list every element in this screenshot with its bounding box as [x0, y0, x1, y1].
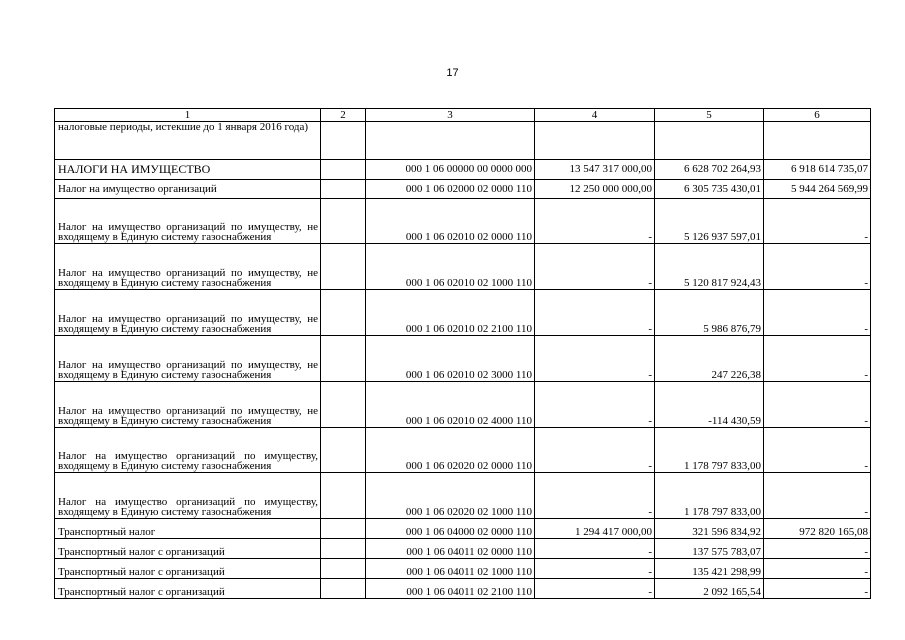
row-prev: - — [764, 199, 871, 244]
row-name: налоговые периоды, истекшие до 1 января 2016 года) — [55, 122, 321, 160]
row-plan: 12 250 000 000,00 — [535, 180, 655, 199]
row-code: 000 1 06 02010 02 1000 110 — [366, 244, 535, 290]
row-fact: 1 178 797 833,00 — [655, 473, 764, 519]
row-fact: 2 092 165,54 — [655, 579, 764, 599]
row-plan: - — [535, 336, 655, 382]
row-code: 000 1 06 02010 02 2100 110 — [366, 290, 535, 336]
row-name: Налог на имущество организаций по имуществу, входящему в Единую систему газоснабжения — [55, 428, 321, 473]
row-col-2 — [321, 180, 366, 199]
row-col-2 — [321, 473, 366, 519]
row-plan — [535, 122, 655, 160]
table-row — [55, 122, 871, 160]
row-col-2 — [321, 428, 366, 473]
table-row — [55, 519, 871, 539]
table-row — [55, 473, 871, 519]
table-row — [55, 244, 871, 290]
row-code: 000 1 06 04011 02 0000 110 — [366, 539, 535, 559]
row-plan: - — [535, 290, 655, 336]
row-code: 000 1 06 04011 02 1000 110 — [366, 559, 535, 579]
row-name: Налог на имущество организаций — [55, 180, 321, 199]
row-plan: - — [535, 244, 655, 290]
row-fact: 321 596 834,92 — [655, 519, 764, 539]
row-fact: 5 126 937 597,01 — [655, 199, 764, 244]
row-prev: - — [764, 244, 871, 290]
row-name: Налог на имущество организаций по имуществу, не входящему в Единую систему газоснабжения — [55, 382, 321, 428]
row-fact: 6 628 702 264,93 — [655, 160, 764, 180]
row-name: Транспортный налог с организаций — [55, 539, 321, 559]
row-fact: 1 178 797 833,00 — [655, 428, 764, 473]
row-plan: - — [535, 199, 655, 244]
row-col-2 — [321, 336, 366, 382]
row-prev — [764, 122, 871, 160]
row-prev: 5 944 264 569,99 — [764, 180, 871, 199]
row-fact: 135 421 298,99 — [655, 559, 764, 579]
page-number: 17 — [446, 67, 459, 79]
row-prev: - — [764, 559, 871, 579]
row-prev: - — [764, 428, 871, 473]
row-prev: - — [764, 336, 871, 382]
row-code: 000 1 06 00000 00 0000 000 — [366, 160, 535, 180]
row-col-2 — [321, 559, 366, 579]
header-col-1: 1 — [55, 109, 321, 122]
row-plan: - — [535, 428, 655, 473]
table-row — [55, 428, 871, 473]
row-code: 000 1 06 02010 02 4000 110 — [366, 382, 535, 428]
row-code: 000 1 06 02010 02 3000 110 — [366, 336, 535, 382]
header-col-2: 2 — [321, 109, 366, 122]
table-row — [55, 382, 871, 428]
row-fact: 5 120 817 924,43 — [655, 244, 764, 290]
row-name: Налог на имущество организаций по имуществу, входящему в Единую систему газоснабжения — [55, 473, 321, 519]
row-fact: 6 305 735 430,01 — [655, 180, 764, 199]
row-name: Налог на имущество организаций по имуществу, не входящему в Единую систему газоснабжения — [55, 199, 321, 244]
row-plan: 1 294 417 000,00 — [535, 519, 655, 539]
row-col-2 — [321, 122, 366, 160]
row-fact: 137 575 783,07 — [655, 539, 764, 559]
row-code: 000 1 06 02020 02 0000 110 — [366, 428, 535, 473]
table-row — [55, 336, 871, 382]
row-plan: - — [535, 473, 655, 519]
table-row — [55, 579, 871, 599]
row-plan: 13 547 317 000,00 — [535, 160, 655, 180]
header-col-4: 4 — [535, 109, 655, 122]
row-col-2 — [321, 539, 366, 559]
row-col-2 — [321, 519, 366, 539]
table-row — [55, 199, 871, 244]
row-code: 000 1 06 02010 02 0000 110 — [366, 199, 535, 244]
table-row — [55, 180, 871, 199]
row-code — [366, 122, 535, 160]
row-code: 000 1 06 04000 02 0000 110 — [366, 519, 535, 539]
row-fact: 5 986 876,79 — [655, 290, 764, 336]
row-col-2 — [321, 579, 366, 599]
header-col-6: 6 — [764, 109, 871, 122]
row-plan: - — [535, 559, 655, 579]
table-row — [55, 160, 871, 180]
row-col-2 — [321, 199, 366, 244]
row-fact — [655, 122, 764, 160]
budget-table — [54, 108, 871, 599]
row-name: Налог на имущество организаций по имуществу, не входящему в Единую систему газоснабжения — [55, 336, 321, 382]
table-row — [55, 290, 871, 336]
row-fact: 247 226,38 — [655, 336, 764, 382]
row-col-2 — [321, 382, 366, 428]
header-col-3: 3 — [366, 109, 535, 122]
table-row — [55, 559, 871, 579]
row-col-2 — [321, 290, 366, 336]
row-plan: - — [535, 382, 655, 428]
row-name: Налог на имущество организаций по имуществу, не входящему в Единую систему газоснабжения — [55, 290, 321, 336]
table-row — [55, 539, 871, 559]
row-code: 000 1 06 02020 02 1000 110 — [366, 473, 535, 519]
row-prev: - — [764, 473, 871, 519]
row-prev: - — [764, 290, 871, 336]
row-fact: -114 430,59 — [655, 382, 764, 428]
row-prev: 972 820 165,08 — [764, 519, 871, 539]
row-plan: - — [535, 539, 655, 559]
row-code: 000 1 06 02000 02 0000 110 — [366, 180, 535, 199]
row-name: Транспортный налог — [55, 519, 321, 539]
row-name: Транспортный налог с организаций — [55, 579, 321, 599]
row-prev: - — [764, 579, 871, 599]
row-name: Налог на имущество организаций по имуществу, не входящему в Единую систему газоснабжения — [55, 244, 321, 290]
row-prev: - — [764, 382, 871, 428]
row-prev: - — [764, 539, 871, 559]
header-col-5: 5 — [655, 109, 764, 122]
row-name: НАЛОГИ НА ИМУЩЕСТВО — [55, 160, 321, 180]
row-col-2 — [321, 160, 366, 180]
row-plan: - — [535, 579, 655, 599]
row-prev: 6 918 614 735,07 — [764, 160, 871, 180]
row-col-2 — [321, 244, 366, 290]
header-row — [55, 109, 871, 122]
row-name: Транспортный налог с организаций — [55, 559, 321, 579]
row-code: 000 1 06 04011 02 2100 110 — [366, 579, 535, 599]
